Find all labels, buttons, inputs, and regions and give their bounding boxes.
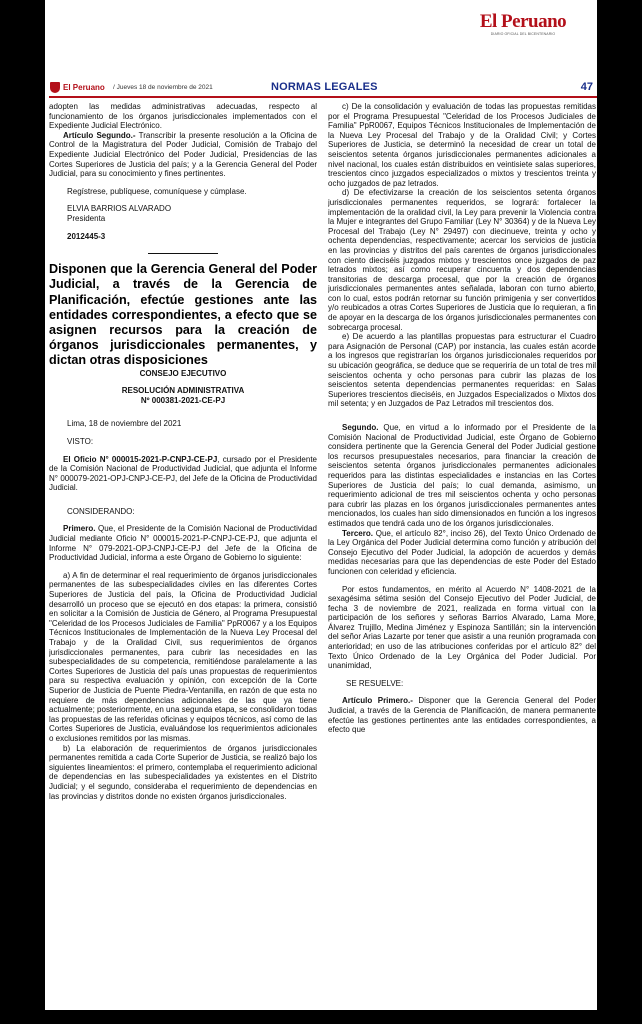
paragraph bbox=[49, 131, 317, 179]
header-section: NORMAS LEGALES bbox=[271, 81, 378, 93]
resolution-title: RESOLUCIÓN ADMINISTRATIVA bbox=[121, 386, 245, 396]
visto-heading: VISTO: bbox=[67, 436, 94, 446]
page-number: 47 bbox=[580, 81, 593, 93]
article-text: Transcribir la presente resolución a la Oficina de Control de la Magistratura del Poder Judicial, Comisión de Trabajo del Expediente Judicial Electrónico del Poder Judicial, Presidencias de las Cortes Superiores de Justicia del país; y a la Gerencia General del Poder Judicial, para su conocimiento y fines pertinentes. bbox=[49, 130, 317, 179]
header-date: / Jueves 18 de noviembre de 2021 bbox=[113, 84, 213, 91]
place-date: Lima, 18 de noviembre del 2021 bbox=[67, 419, 182, 429]
considerando-heading: CONSIDERANDO: bbox=[67, 506, 135, 516]
resuelve-heading: SE RESUELVE: bbox=[346, 678, 404, 688]
masthead bbox=[45, 0, 597, 80]
article-label: Artículo Primero.- bbox=[342, 696, 413, 706]
reference-number: 2012445-3 bbox=[67, 231, 106, 241]
running-header bbox=[49, 80, 597, 98]
list-item: e) De acuerdo a las plantillas propuestas para estructurar el Cuadro para Asignación de Personal (CAP) por instancia, las cuales están acorde a los ingresos que registrarían los órganos jurisdiccionales requeridos por su ubicación geográfica, se deduce que se requeriría de un total de tres mil seiscientos ochenta y ocho personas para cubrir las plazas de los seiscientos setenta dependencias permanentes requeridas: en Salas Superiores trescientos dieciséis, en Juzgados Especializados o Mixtos dos mil setenta; y en Juzgados de Paz Letrados mil trescientos dos. bbox=[328, 332, 596, 409]
page bbox=[45, 0, 642, 1024]
paragraph bbox=[328, 529, 596, 577]
list-item: d) De efectivizarse la creación de los seiscientos setenta órganos jurisdiccionales permanentes requeridos, se logrará: fortalecer la implementación de la oralidad civil, la Ley para prevenir la Violencia contra la Mujer e integrantes del Grupo Familiar (Ley N° 30364) y de la Nueva Ley Procesal del Trabajo (Ley N° 29497) con diecinueve, treinta y ocho y ochenta dependencias, respectivamente; acercar los servicios de justicia en las provincias y distritos del país carentes de órganos jurisdiccionales con ciento dieciséis juzgados mixtos y trescientos once juzgados de paz letrados mixtos; así como recuperar cincuenta y dos dependencias transitorias de descarga procesal, que por la creación de órganos jurisdiccionales permanentes antes señalada, laboran con turno abierto, con lo cual, estos podrán retornar su función primigenia y ser convertidos y/o reubicados a otras Cortes Superiores de Justicia que lo requieran, a fin de apoyar en la descarga de los órganos jurisdiccionales permanentes con sobrecarga procesal. bbox=[328, 188, 596, 332]
el-peruano-logo bbox=[463, 12, 583, 36]
left-margin-band bbox=[0, 0, 45, 1024]
article-label: Artículo Segundo.- bbox=[63, 130, 136, 140]
visto-text: , cursado por el Presidente de la Comisión Nacional de Productividad Judicial, que adjunta el Informe N° 000079-2021-OPJ-CNPJ-CE-PJ, del Jefe de la Oficina de Productividad Judicial. bbox=[49, 454, 317, 493]
segundo-text: Que, en virtud a lo informado por el Presidente de la Comisión Nacional de Productividad Judicial, este Órgano de Gobierno considera pertinente que la Gerencia General del Poder Judicial gestione los recursos presupuestales necesarios, para financiar la creación de seiscientos setenta órganos jurisdiccionales permanentes adicionales requeridos para las distintas especialidades e instancias en las Cortes Superiores de Justicia del país; lo cual demanda, asimismo, un requerimiento adicional de tres mil seiscientos ochenta y ocho personas para cubrir las plazas en los órganos jurisdiccionales permanentes antes mencionados, los cuales han sido dimensionados en función a los ingresos estimados que tendrá cada uno de los órganos jurisdiccionales. bbox=[328, 423, 596, 528]
tercero-text: Que, el artículo 82°, inciso 26), del Texto Único Ordenado de la Ley Orgánica del Poder Judicial determina como función y atribución del Consejo Ejecutivo del Poder Judicial, la adopción de acuerdos y demás medidas necesarias para que las dependencias de este Poder del Estado funcionen con celeridad y eficiencia. bbox=[328, 528, 596, 576]
primero-label: Primero. bbox=[63, 524, 96, 534]
left-column bbox=[49, 102, 317, 1002]
organization: CONSEJO EJECUTIVO bbox=[139, 368, 227, 378]
list-item: c) De la consolidación y evaluación de todas las propuestas remitidas por el Programa Presupuestal "Celeridad de los Procesos Judiciales de Familia" PpR0067, Equipos Técnicos Institucionales de Implementación de la Nueva Ley Procesal del Trabajo y de la Oralidad Civil; y Cortes Superiores de Justicia, se determinó la necesidad de crear un total de seiscientos setenta órganos jurisdiccionales permanentes adicionales a nivel nacional, los cuales están distribuidos en veintisiete salas superiores, trescientos cinco juzgados especializados o mixtos y trescientos treinta y ocho juzgados de paz letrados. bbox=[328, 102, 596, 188]
article-text: Disponer que la Gerencia General del Poder Judicial, a través de la Gerencia de Planificación, de manera permanente efectúe las gestiones pertinentes ante las entidades correspondientes, a efecto que bbox=[328, 696, 596, 735]
resolution-number: Nº 000381-2021-CE-PJ bbox=[140, 395, 226, 405]
paragraph: Por estos fundamentos, en mérito al Acuerdo N° 1408-2021 de la sexagésima sétima sesión del Consejo Ejecutivo del Poder Judicial, de fecha 3 de noviembre de 2021, realizada en forma virtual con la participación de los señores y señoras Barrios Alvarado, Lama More, Álvarez Trujillo, Medina Jiménez y Espinoza Santillán; sin la intervención del señor Arias Lazarte por tener que asistir a una reunión programada con anterioridad; en uso de las atribuciones conferidas por el artículo 82° del Texto Único Ordenado de la Ley Orgánica del Poder Judicial. Por unanimidad, bbox=[328, 584, 596, 671]
coat-of-arms-icon bbox=[50, 82, 60, 93]
divider bbox=[148, 253, 218, 254]
logo-wordmark: El Peruano bbox=[479, 11, 567, 32]
signatory-title: Presidenta bbox=[67, 213, 106, 223]
primero-text: Que, el Presidente de la Comisión Nacional de Productividad Judicial mediante Oficio N° 000015-2021-P-CNPJ-CE-PJ, que adjunta el Informe N° 079-2021-OPJ-CNPJ-CE-PJ del Jefe de la Oficina de Productividad Judicial, informa a este Órgano de Gobierno lo siguiente: bbox=[49, 524, 317, 563]
closing-formula: Regístrese, publíquese, comuníquese y cúmplase. bbox=[67, 186, 247, 196]
paragraph bbox=[49, 524, 317, 562]
paragraph bbox=[328, 423, 596, 529]
tercero-label: Tercero. bbox=[342, 528, 373, 538]
segundo-label: Segundo. bbox=[342, 423, 379, 432]
right-column bbox=[328, 102, 596, 1002]
paragraph: adopten las medidas administrativas adecuadas, respecto al funcionamiento de los órganos jurisdiccionales implementados con el Expediente Judicial Electrónico. bbox=[49, 102, 317, 131]
signatory-name: ELVIA BARRIOS ALVARADO bbox=[67, 204, 172, 214]
paragraph bbox=[328, 696, 596, 734]
logo-tagline: DIARIO OFICIAL DEL BICENTENARIO bbox=[490, 32, 556, 36]
header-publication: El Peruano bbox=[63, 83, 105, 92]
visto-label: El Oficio N° 000015-2021-P-CNPJ-CE-PJ bbox=[63, 454, 218, 464]
headline: Disponen que la Gerencia General del Poder Judicial, a través de la Gerencia de Planificación, efectúe gestiones ante las entidades correspondientes, a efecto que se asignen recursos para la creación de órganos jurisdiccionales permanentes, y dictan otras disposiciones bbox=[49, 262, 317, 368]
paragraph bbox=[49, 455, 317, 493]
list-item: b) La elaboración de requerimientos de órganos jurisdiccionales permanentes remitida a cada Corte Superior de Justicia, se realizó bajo los siguientes lineamientos: el primero, contemplaba el requerimiento adicional de dependencias en las subespecialidades ya existentes en el Distrito Judicial; y el segundo, consideraba el requerimiento de dependencias en las provincias y distritos donde no existen órganos jurisdiccionales. bbox=[49, 743, 317, 801]
list-item: a) A fin de determinar el real requerimiento de órganos jurisdiccionales permanentes de las subespecialidades civiles en las diferentes Cortes Superiores de Justicia del país, la Oficina de Productividad Judicial desarrolló un proceso que se ejecutó en dos etapas: la primera, consistió en solicitar a la Comisión de Justicia de Género, al Programa Presupuestal "Celeridad de los Procesos Judiciales de Familia" PpR0067 y a los Equipos Técnicos Institucionales de Implementación de la Nueva Ley Procesal del Trabajo y de la Oralidad Civil, sus requerimientos de órganos jurisdiccionales permanentes, para cubrir las necesidades en las subespecialidades de su competencia, remitiéndose paralelamente a las Cortes Superiores de Justicia del país unas propuestas de requerimientos para su respectiva evaluación y opinión, con excepción de la Corte Superior de Justicia de Puente Piedra-Ventanilla, en razón de que esta no requiere de más dependencias adicionales de las que ya tiene actualmente; posteriormente, en una segunda etapa, se consolidaron todas las propuestas de las referidas oficinas y equipos técnicos, así como de las Cortes Superiores de Justicia, evaluándose los requerimientos adicionales o exclusiones remitidos por las mismas. bbox=[49, 570, 317, 743]
newspaper-page bbox=[45, 0, 597, 1010]
